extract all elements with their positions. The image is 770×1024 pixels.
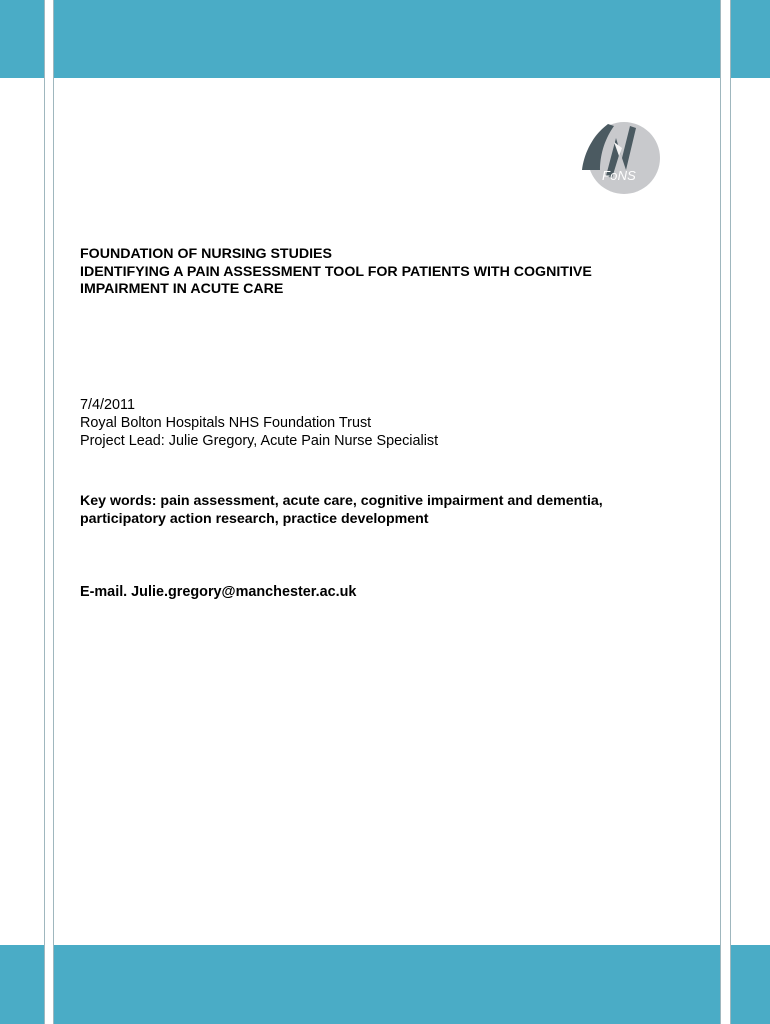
keywords xyxy=(80,492,700,528)
title-organisation: FOUNDATION OF NURSING STUDIES xyxy=(80,246,332,262)
top-band-left xyxy=(0,0,44,78)
top-band-right xyxy=(731,0,770,78)
top-band-center xyxy=(54,0,720,78)
contact xyxy=(80,583,700,601)
logo-label: FoNS xyxy=(602,168,637,183)
right-divider-inner xyxy=(720,0,721,1024)
fons-logo xyxy=(578,118,662,198)
left-divider-outer xyxy=(44,0,45,1024)
project-lead: Project Lead: Julie Gregory, Acute Pain Nurse Specialist xyxy=(80,433,439,449)
keywords-line2: participatory action research, practice development xyxy=(80,511,429,527)
right-divider-outer xyxy=(730,0,731,1024)
title-project-line2: IMPAIRMENT IN ACUTE CARE xyxy=(80,281,284,297)
fons-logo-mark xyxy=(578,118,662,198)
document-date: 7/4/2011 xyxy=(80,397,135,413)
keywords-line1: Key words: pain assessment, acute care, cognitive impairment and dementia, xyxy=(80,493,603,509)
bottom-band-center xyxy=(54,945,720,1024)
left-divider-inner xyxy=(53,0,54,1024)
organisation-name: Royal Bolton Hospitals NHS Foundation Trust xyxy=(80,415,372,431)
bottom-band-right xyxy=(731,945,770,1024)
bottom-band-left xyxy=(0,945,44,1024)
document-title xyxy=(80,246,700,299)
title-project-line1: IDENTIFYING A PAIN ASSESSMENT TOOL FOR PATIENTS WITH COGNITIVE xyxy=(80,263,592,280)
contact-email: E-mail. Julie.gregory@manchester.ac.uk xyxy=(80,584,357,600)
document-info xyxy=(80,396,700,450)
